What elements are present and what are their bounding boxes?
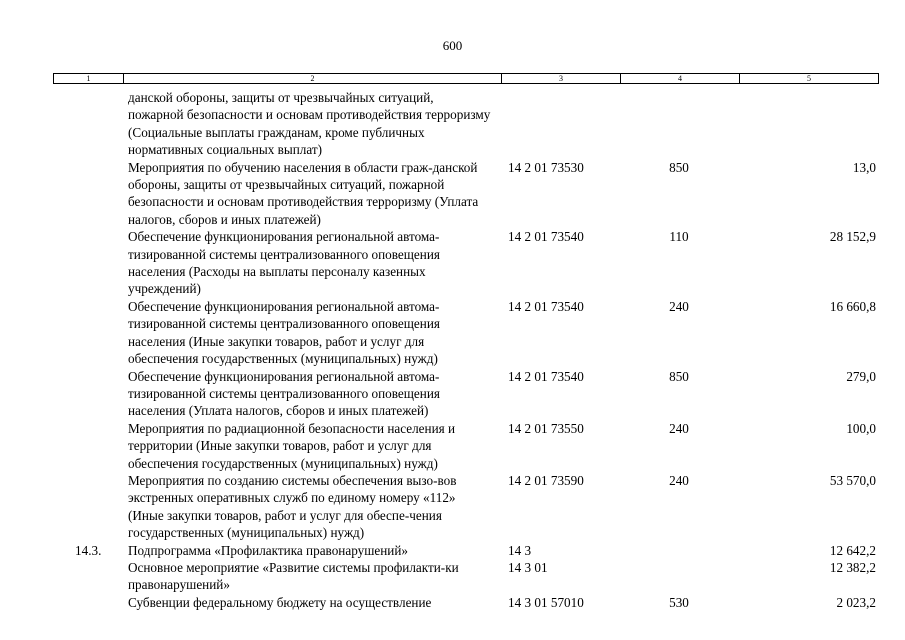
row-code: 14 2 01 73530 (508, 159, 584, 175)
table-row (53, 159, 879, 229)
row-sum: 279,0 (846, 368, 876, 384)
row-sum: 12 382,2 (829, 559, 876, 575)
column-number-2: 2 (123, 74, 501, 83)
row-sum: 53 570,0 (829, 472, 876, 488)
table-row (53, 89, 879, 159)
page-number: 600 (442, 38, 463, 53)
row-sum: 12 642,2 (829, 542, 876, 558)
row-expense-type: 240 (669, 420, 689, 436)
budget-table-body (53, 89, 879, 611)
row-sum: 28 152,9 (829, 229, 876, 245)
row-code: 14 2 01 73540 (508, 298, 584, 314)
row-expense-type: 850 (669, 159, 689, 175)
table-row (53, 594, 879, 611)
table-row (53, 228, 879, 298)
row-name: Обеспечение функционирования региональной автома-тизированной системы централизованного оповещения населения (Расходы на выплаты персоналу казенных учреждений) (128, 229, 440, 297)
row-number: 14.3. (75, 542, 102, 558)
row-name: Мероприятия по созданию системы обеспечения вызо-вов экстренных оперативных служб по единому номеру «112» (Иные закупки товаров, работ и услуг для обеспе-чения государственных (муниципальных) нужд) (128, 472, 457, 541)
row-sum: 16 660,8 (829, 298, 876, 314)
row-name: Обеспечение функционирования региональной автома-тизированной системы централизованного оповещения населения (Уплата налогов, сборов и иных платежей) (128, 368, 440, 419)
row-expense-type: 240 (669, 472, 689, 488)
column-number-5: 5 (739, 74, 878, 83)
row-name: данской обороны, защиты от чрезвычайных ситуаций, пожарной безопасности и основам противодействия терроризму (Социальные выплаты гражданам, кроме публичных нормативных социальных выплат) (128, 90, 491, 158)
column-number-3: 3 (501, 74, 620, 83)
row-name: Обеспечение функционирования региональной автома-тизированной системы централизованного оповещения населения (Иные закупки товаров, работ и услуг для обеспечения государственных (муниципальных) нужд) (128, 298, 440, 367)
table-column-header (53, 73, 879, 84)
row-sum: 100,0 (846, 420, 876, 436)
row-name: Основное мероприятие «Развитие системы профилакти-ки правонарушений» (128, 559, 459, 593)
row-expense-type: 110 (669, 229, 689, 245)
table-row (53, 368, 879, 420)
row-name: Мероприятия по обучению населения в области граж-данской обороны, защиты от чрезвычайных ситуаций, пожарной безопасности и основам противодействия терроризму (Уплата налогов, сборов и иных платежей) (128, 159, 479, 227)
table-row (53, 298, 879, 368)
column-number-1: 1 (86, 74, 91, 83)
row-expense-type: 530 (669, 594, 689, 610)
row-code: 14 2 01 73590 (508, 472, 584, 488)
row-sum: 13,0 (852, 159, 876, 175)
row-name: Мероприятия по радиационной безопасности населения и территории (Иные закупки товаров, работ и услуг для обеспечения государственных (муниципальных) нужд) (128, 420, 456, 471)
row-sum: 2 023,2 (836, 594, 876, 610)
table-row (53, 559, 879, 594)
row-code: 14 3 01 57010 (508, 594, 584, 610)
row-code: 14 3 (508, 542, 532, 558)
row-name: Субвенции федеральному бюджету на осуществление (128, 594, 432, 610)
table-row (53, 542, 879, 559)
row-code: 14 2 01 73540 (508, 229, 584, 245)
row-code: 14 2 01 73550 (508, 420, 584, 436)
row-name: Подпрограмма «Профилактика правонарушений» (128, 542, 408, 558)
table-row (53, 472, 879, 542)
column-number-4: 4 (620, 74, 739, 83)
row-code: 14 3 01 (508, 559, 548, 575)
table-row (53, 420, 879, 472)
row-expense-type: 850 (669, 368, 689, 384)
row-expense-type: 240 (669, 298, 689, 314)
row-code: 14 2 01 73540 (508, 368, 584, 384)
